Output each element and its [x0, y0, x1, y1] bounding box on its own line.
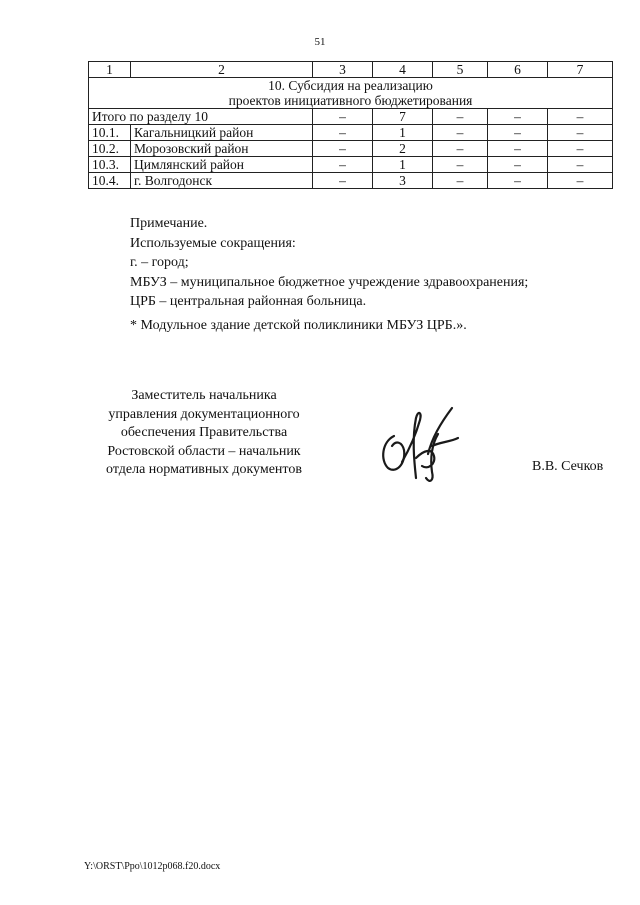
table-row [89, 157, 613, 173]
subsidy-table [88, 61, 613, 189]
row-value: – [313, 173, 373, 189]
row-value: – [313, 141, 373, 157]
row-name: Кагальницкий район [131, 125, 313, 141]
row-number: 10.3. [89, 157, 131, 173]
header-cell: 3 [313, 62, 373, 78]
signer-title-line: обеспечения Правительства [120, 425, 288, 440]
row-value: – [548, 141, 613, 157]
row-value: 3 [373, 173, 433, 189]
row-value: – [548, 157, 613, 173]
row-value: – [548, 125, 613, 141]
total-row [89, 109, 613, 125]
signer-title-line: Ростовской области – начальник [107, 443, 301, 459]
table-row [89, 125, 613, 141]
section-title [89, 78, 613, 109]
total-value: – [488, 109, 548, 125]
row-value: 2 [373, 141, 433, 157]
row-value: – [488, 173, 548, 189]
signer-title-line: управления документационного [108, 406, 300, 422]
row-value: – [488, 141, 548, 157]
total-label: Итого по разделу 10 [89, 109, 313, 125]
row-number: 10.4. [89, 173, 131, 189]
page-number: 51 [314, 36, 326, 48]
row-value: 1 [373, 125, 433, 141]
section-title-row [89, 78, 613, 109]
note-line: Примечание. [130, 216, 208, 231]
footnote: * Модульное здание детской поликлиники МБУЗ ЦРБ.». [130, 318, 467, 333]
row-number: 10.2. [89, 141, 131, 157]
row-number: 10.1. [89, 125, 131, 141]
signer-title-line: Заместитель начальника [131, 388, 277, 403]
row-name: Морозовский район [131, 141, 313, 157]
table-row [89, 141, 613, 157]
file-path: Y:\ORST\Ppo\1012p068.f20.docx [84, 861, 221, 872]
total-value: – [313, 109, 373, 125]
signer-title [86, 387, 322, 480]
row-value: – [433, 157, 488, 173]
row-value: – [313, 125, 373, 141]
row-name: г. Волгодонск [131, 173, 313, 189]
note-line: г. – город; [130, 255, 189, 270]
header-cell: 7 [548, 62, 613, 78]
row-value: – [433, 173, 488, 189]
note-line: Используемые сокращения: [130, 235, 296, 251]
table-header-row [89, 62, 613, 78]
header-cell: 1 [89, 62, 131, 78]
row-value: – [313, 157, 373, 173]
section-title-line: 10. Субсидия на реализацию [268, 78, 433, 93]
row-value: 1 [373, 157, 433, 173]
signer-title-line: отдела нормативных документов [106, 462, 302, 477]
signer-name: В.В. Сечков [532, 459, 604, 474]
row-name: Цимлянский район [131, 157, 313, 173]
header-cell: 6 [488, 62, 548, 78]
total-value: – [548, 109, 613, 125]
note-line: МБУЗ – муниципальное бюджетное учреждение здравоохранения; [130, 274, 529, 290]
table-row [89, 173, 613, 189]
header-cell: 4 [373, 62, 433, 78]
header-cell: 2 [131, 62, 313, 78]
row-value: – [488, 125, 548, 141]
section-title-line: проектов инициативного бюджетирования [228, 93, 473, 108]
row-value: – [433, 141, 488, 157]
note-block [130, 214, 528, 312]
total-value: 7 [373, 109, 433, 125]
row-value: – [488, 157, 548, 173]
total-value: – [433, 109, 488, 125]
header-cell: 5 [433, 62, 488, 78]
handwritten-signature [372, 398, 464, 488]
row-value: – [548, 173, 613, 189]
row-value: – [433, 125, 488, 141]
note-line: ЦРБ – центральная районная больница. [130, 294, 367, 309]
